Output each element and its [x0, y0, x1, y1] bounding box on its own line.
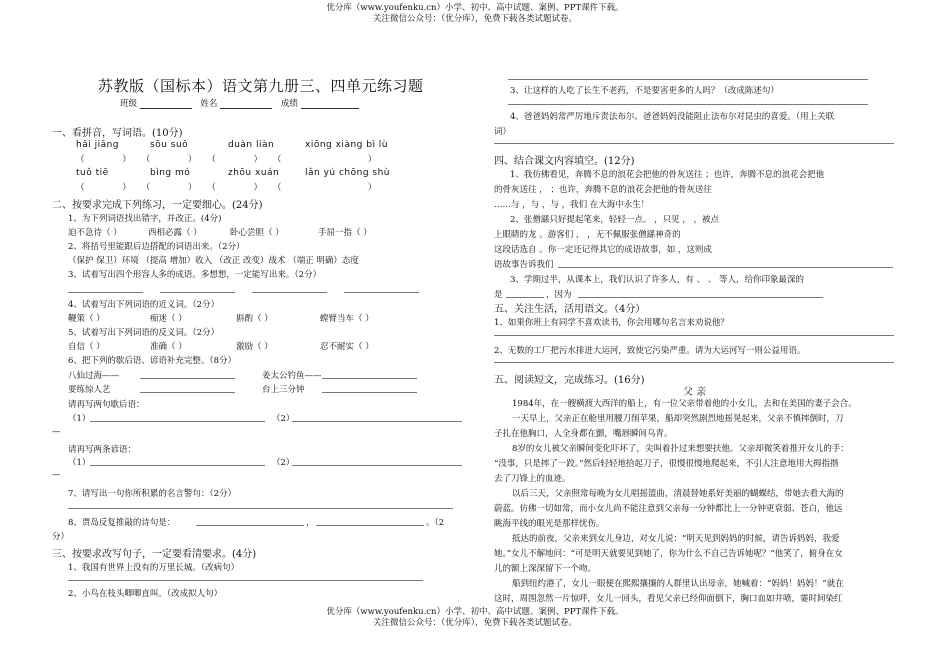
s2-q4: 4、试着写出下列词语的近义词。（2分） [68, 300, 220, 310]
s2-q6-more-xiehouyu: 请再写两句歇后语： [68, 400, 145, 410]
s4-line-4: 2、张僧繇只好提起笔来，轻轻一点。 ，只见 ， ，被点 [510, 215, 720, 225]
s3-q2: 2、小鸟在枝头唧唧直叫。（改成拟人句） [68, 589, 223, 599]
paren-1a: （1） [68, 414, 91, 424]
answer-line[interactable] [196, 525, 304, 526]
pinyin-4: xiōng xiàng bì lù [305, 140, 389, 150]
paren-1b: （1） [68, 458, 91, 468]
pinyin-2: sōu suǒ [150, 140, 189, 150]
s2-q4-word-1[interactable]: 鞭策（ ） [68, 314, 105, 324]
s2-q8: 8、贾岛反复推敲的诗句是： [68, 518, 176, 528]
s2-q5-word-1[interactable]: 自信（ ） [68, 342, 105, 352]
answer-line[interactable] [252, 292, 327, 293]
proverb-1: 要练惊人艺 [68, 385, 111, 395]
paren-2b: （2） [272, 458, 295, 468]
s2-q4-word-4[interactable]: 螳臂当车（ ） [320, 314, 374, 324]
answer-line[interactable] [494, 335, 894, 336]
pinyin-8: lǎn yú chōng shù [305, 168, 391, 178]
s2-q8-score: 。（2 [426, 518, 445, 528]
answer-line[interactable] [68, 508, 453, 509]
article-line: 船到纽约港了，女儿一眼便在熙熙攘攘的人群里认出母亲，她喊着：“妈妈！妈妈！”就在 [512, 579, 844, 589]
s4-line-2: 的骨灰送往 ， ；也许，奔腾不息的浪花会把他的骨灰送往 [494, 185, 712, 195]
s5-q2: 2、无数的工厂把污水排进大运河，致使它污染严重。请为大运河写一则公益用语。 [494, 346, 806, 356]
answer-line[interactable] [68, 580, 423, 581]
name-input[interactable] [220, 99, 272, 109]
paren-2a: （2） [272, 414, 295, 424]
answer-line[interactable] [506, 297, 544, 298]
article-line: 一天早上，父亲正在舱里用腰刀削苹果，船却突然剧烈地摇晃起来，父亲不慎摔倒时，刀 [512, 414, 844, 424]
section-2-title: 二、按要求完成下列练习，一定要细心。(24分) [52, 200, 263, 211]
s2-q8-tail: 分） [52, 532, 70, 542]
s4-line-3: ……与 ，与 ，与 ，我们 在大海中永生！ [494, 200, 650, 210]
score-label: 成绩 [280, 99, 298, 109]
s3-q4-line-2: 词） [494, 127, 512, 137]
s4-line-7: 语故事告诉我们 [494, 260, 554, 270]
answer-line[interactable] [494, 362, 894, 363]
article-line: 蔚蓝。仿佛一切如常，而小女儿尚不能注意到父亲每一分钟都比上一分钟更衰弱、苍白，他远 [494, 504, 843, 514]
dash: — [52, 470, 61, 480]
student-info [120, 97, 359, 109]
pinyin-5: tuǒ tiē [76, 168, 109, 178]
s2-q1: 1、为下列词语找出错字，并改正。(4分) [68, 214, 222, 224]
s2-q5-word-3[interactable]: 激励（ ） [236, 342, 273, 352]
article-line: 这时，周围忽然一片惊呼，女儿一回头，看见父亲已经仰面倒下，胸口血如井喷，霎时间染红 [494, 594, 843, 604]
s4-line-1: 1、我仿佛看见，奔腾不息的浪花会把他的骨灰送往 ；也许，奔腾不息的浪花会把他 [510, 170, 825, 180]
section-5-title: 五、关注生活，活用语文。（4分） [494, 304, 646, 315]
s2-q1-word-1[interactable]: 迫不急待（ ） [68, 228, 122, 238]
answer-line[interactable] [344, 292, 419, 293]
s2-q4-word-2[interactable]: 痴迷（ ） [150, 314, 187, 324]
answer-line[interactable] [494, 143, 894, 144]
pinyin-3: duàn liàn [228, 140, 275, 150]
pinyin-6: bìng mó [150, 168, 191, 178]
section-6-title: 五、阅读短文，完成练习。(16分) [494, 375, 645, 386]
answer-line[interactable] [322, 392, 417, 393]
answer-line[interactable] [140, 378, 235, 379]
class-label: 班级 [120, 99, 138, 109]
s4-line-8: 3、学期过半，从课本上，我们认识了许多人，有 、 、 等人，给你印象最深的 [510, 275, 805, 285]
page-title: 苏教版（国标本）语文第九册三、四单元练习题 [98, 77, 424, 95]
s4-line-6: 这段话选自 。你一定还记得其它的成语故事，如 ，这则成 [494, 245, 712, 255]
section-3-title: 三、按要求改写句子，一定要看清要求。(4分) [52, 549, 257, 560]
answer-line[interactable] [90, 421, 265, 422]
s2-q2-text: （保护 保卫）环境 （提高 增加）收入 （改正 改变）战术 （端正 明确）态度 [68, 256, 359, 266]
answer-line[interactable] [140, 392, 235, 393]
article-line: 以后三天，父亲照常每晚为女儿唱摇篮曲，清晨替她系好美丽的蝴蝶结，带她去看大海的 [512, 489, 844, 499]
header-line-2: 关注微信公众号：（优分库），免费下载各类试题试卷。 [372, 14, 577, 24]
s5-q1: 1、如果你班上有同学不喜欢读书，你会用哪句名言来劝说他？ [494, 318, 729, 328]
footer-line-2: 关注微信公众号：（优分库），免费下载各类试题试卷。 [372, 618, 577, 628]
article-line: “没事，只是摔了一跤。”然后轻轻地拾起刀子，很慢很慢地爬起来，不引人注意地用大拇指揩 [494, 459, 839, 469]
s3-q4-line-1: 4、爸爸妈妈常严厉地斥责法布尔。爸爸妈妈没能阻止法布尔对昆虫的喜爱。（用上关联 [510, 112, 835, 122]
s2-q1-word-4[interactable]: 手屈一指（ ） [318, 228, 372, 238]
proverb-2: 台上三分钟 [262, 385, 305, 395]
answer-line[interactable] [322, 378, 417, 379]
footer-line-1: 优分库（www.youfenku.cn）小学、初中、高中试题、案例、PPT课件下载。 [326, 607, 624, 617]
s2-q6: 6、把下列的歇后语、谚语补充完整。（8分） [68, 356, 237, 366]
article-line: 1984年，在一艘横渡大西洋的船上，有一位父亲带着他的小女儿，去和在美国的妻子会合。 [512, 399, 857, 409]
comma: ， [306, 518, 315, 528]
answer-line[interactable] [508, 79, 868, 80]
answer-line[interactable] [292, 421, 462, 422]
s4-line-9b: ，因为 [546, 290, 572, 300]
article-line: 子扎在他胸口，人全身都在颤，嘴唇瞬间乌青。 [494, 429, 673, 439]
answer-box-row-2[interactable]: （ ） （ ） （ ） （ ） [76, 183, 377, 193]
answer-line[interactable] [508, 104, 868, 105]
article-line: 8岁的女儿被父亲瞬间变化吓坏了，尖叫着扑过来想要扶他。父亲却微笑着推开女儿的手： [512, 444, 849, 454]
s2-q3: 3、试着写出四个形容人多的成语。多想想，一定能写出来。（2分） [68, 270, 322, 280]
s2-q5-word-4[interactable]: 忍不耐实（ ） [320, 342, 374, 352]
answer-line[interactable] [578, 297, 823, 298]
s2-q1-word-2[interactable]: 西相必露（ ） [148, 228, 202, 238]
xiehouyu-2: 姜太公钓鱼—— [262, 371, 322, 381]
article-line: 眺海平线的眼光是那样忧伤。 [494, 519, 605, 529]
xiehouyu-1: 八仙过海—— [68, 371, 120, 381]
class-input[interactable] [140, 99, 192, 109]
s2-q5: 5、试着写出下列词语的反义词。（2分） [68, 328, 220, 338]
dash: — [52, 427, 61, 437]
header-line-1: 优分库（www.youfenku.cn）小学、初中、高中试题、案例、PPT课件下载。 [326, 3, 624, 13]
section-4-title: 四、结合课文内容填空。(12分) [494, 156, 635, 167]
s2-q5-word-2[interactable]: 准确（ ） [150, 342, 187, 352]
answer-line[interactable] [160, 292, 235, 293]
answer-line[interactable] [90, 465, 265, 466]
pinyin-7: zhōu xuán [228, 168, 280, 178]
s2-q4-word-3[interactable]: 斟酌（ ） [236, 314, 273, 324]
answer-line[interactable] [292, 465, 462, 466]
s3-q1: 1、我国有世界上没有的万里长城。（改病句） [68, 563, 240, 573]
s3-q3: 3、让这样的人吃了长生不老药，不是要害更多的人吗？（改成陈述句） [510, 86, 779, 96]
s4-line-5: 上眼睛的龙 。游客们 ， ，无不佩服张僧繇神奇的 [494, 230, 681, 240]
article-line: 她。”女儿不解地问：“可是明天就要见到她了，你为什么不自己告诉她呢？”他笑了，俯身在女 [494, 549, 843, 559]
section-1-title: 一、看拼音，写词语。(10分) [52, 128, 183, 139]
answer-line[interactable] [558, 267, 893, 268]
pinyin-1: hǎi jiāng [76, 140, 120, 150]
answer-line[interactable] [316, 525, 424, 526]
article-line: 儿的额上深深留下一个吻。 [494, 564, 597, 574]
s2-q7: 7、请写出一句你所积累的名言警句：（2分） [68, 489, 237, 499]
s2-q6-more-proverb: 请再写两条谚语： [68, 445, 137, 455]
s4-line-9a: 是 [494, 290, 503, 300]
name-label: 姓名 [200, 99, 218, 109]
s2-q2: 2、将括号里能跟后边搭配的词语出来。（2分） [68, 242, 245, 252]
article-line: 抵达的前夜，父亲来到女儿身边，对女儿说：“明天见到妈妈的时候，请告诉妈妈，我爱 [512, 534, 840, 544]
s2-q1-word-3[interactable]: 卧心尝胆（ ） [230, 228, 284, 238]
article-title: 父 亲 [683, 387, 707, 398]
answer-line[interactable] [68, 292, 143, 293]
article-line: 去了刀锋上的血迹。 [494, 474, 571, 484]
answer-box-row-1[interactable]: （ ） （ ） （ ） （ ） [76, 155, 377, 165]
score-input[interactable] [301, 99, 359, 109]
